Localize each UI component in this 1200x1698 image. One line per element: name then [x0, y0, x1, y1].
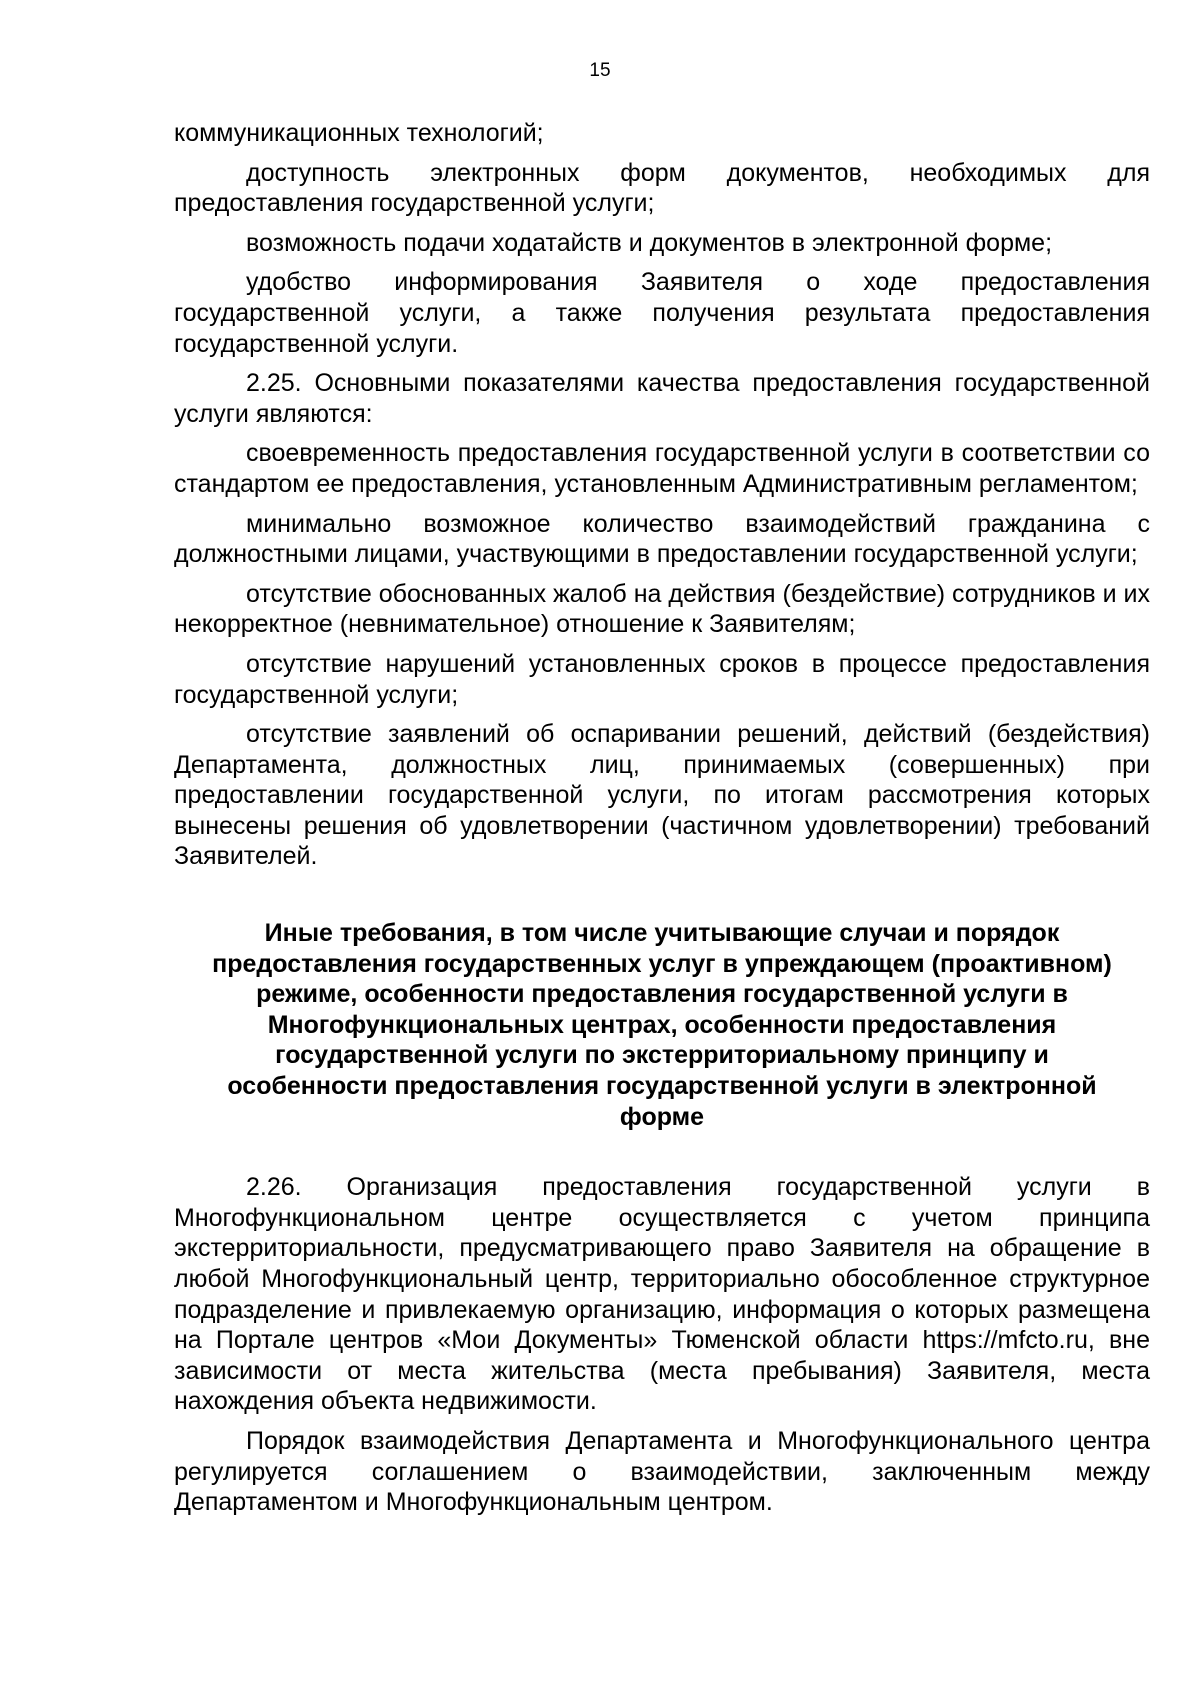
paragraph: коммуникационных технологий; [174, 119, 544, 147]
paragraph: отсутствие обоснованных жалоб на действия (бездействие) сотрудников и их некорректное (невнимательное) отношение к Заявителям; [174, 579, 1150, 639]
paragraph: минимально возможное количество взаимодействий гражданина с должностными лицами, участвующими в предоставлении государственной услуги; [174, 509, 1150, 569]
paragraph: своевременность предоставления государственной услуги в соответствии со стандартом ее предоставления, установленным Административным регламентом; [174, 439, 1150, 498]
paragraph: отсутствие нарушений установленных сроков в процессе предоставления государственной услуги; [174, 649, 1150, 709]
paragraph: возможность подачи ходатайств и документов в электронной форме; [246, 228, 1053, 257]
paragraph: Порядок взаимодействия Департамента и Многофункционального центра регулируется соглашением о взаимодействии, заключенным между Департаментом и Многофункциональным центром. [174, 1426, 1150, 1517]
paragraph: 2.25. Основными показателями качества предоставления государственной услуги являются: [174, 369, 1150, 428]
paragraph: 2.26. Организация предоставления государственной услуги в Многофункциональном центре осуществляется с учетом принципа экстерриториальности, предусматривающего право Заявителя на обращение в любой Многофункциональный центр, территориально обособленное структурное подразделение и привлекаемую организацию, информация о которых размещена на Портале центров «Мои Документы» Тюменской области https://mfcto.ru, вне зависимости от места жительства (места пребывания) Заявителя, места нахождения объекта недвижимости. [174, 1173, 1150, 1416]
paragraph: доступность электронных форм документов, необходимых для предоставления государственной услуги; [174, 158, 1150, 218]
document-body [174, 118, 1150, 1527]
section-heading: Иные требования, в том числе учитывающие случаи и порядок предоставления государственных услуг в упреждающем (проактивном) режиме, особенности предоставления государственной услуги в Многофункциональных центрах, особенности предоставления государственной услуги по экстерриториальному принципу и особенности предоставления государственной услуги в электронной форме [212, 919, 1112, 1131]
page-number: 15 [589, 60, 611, 81]
paragraph: отсутствие заявлений об оспаривании решений, действий (бездействия) Департамента, должностных лиц, принимаемых (совершенных) при предоставлении государственной услуги, по итогам рассмотрения которых вынесены решения об удовлетворении (частичном удовлетворении) требований Заявителей. [174, 720, 1150, 871]
paragraph: удобство информирования Заявителя о ходе предоставления государственной услуги, а также получения результата предоставления государственной услуги. [174, 268, 1150, 358]
